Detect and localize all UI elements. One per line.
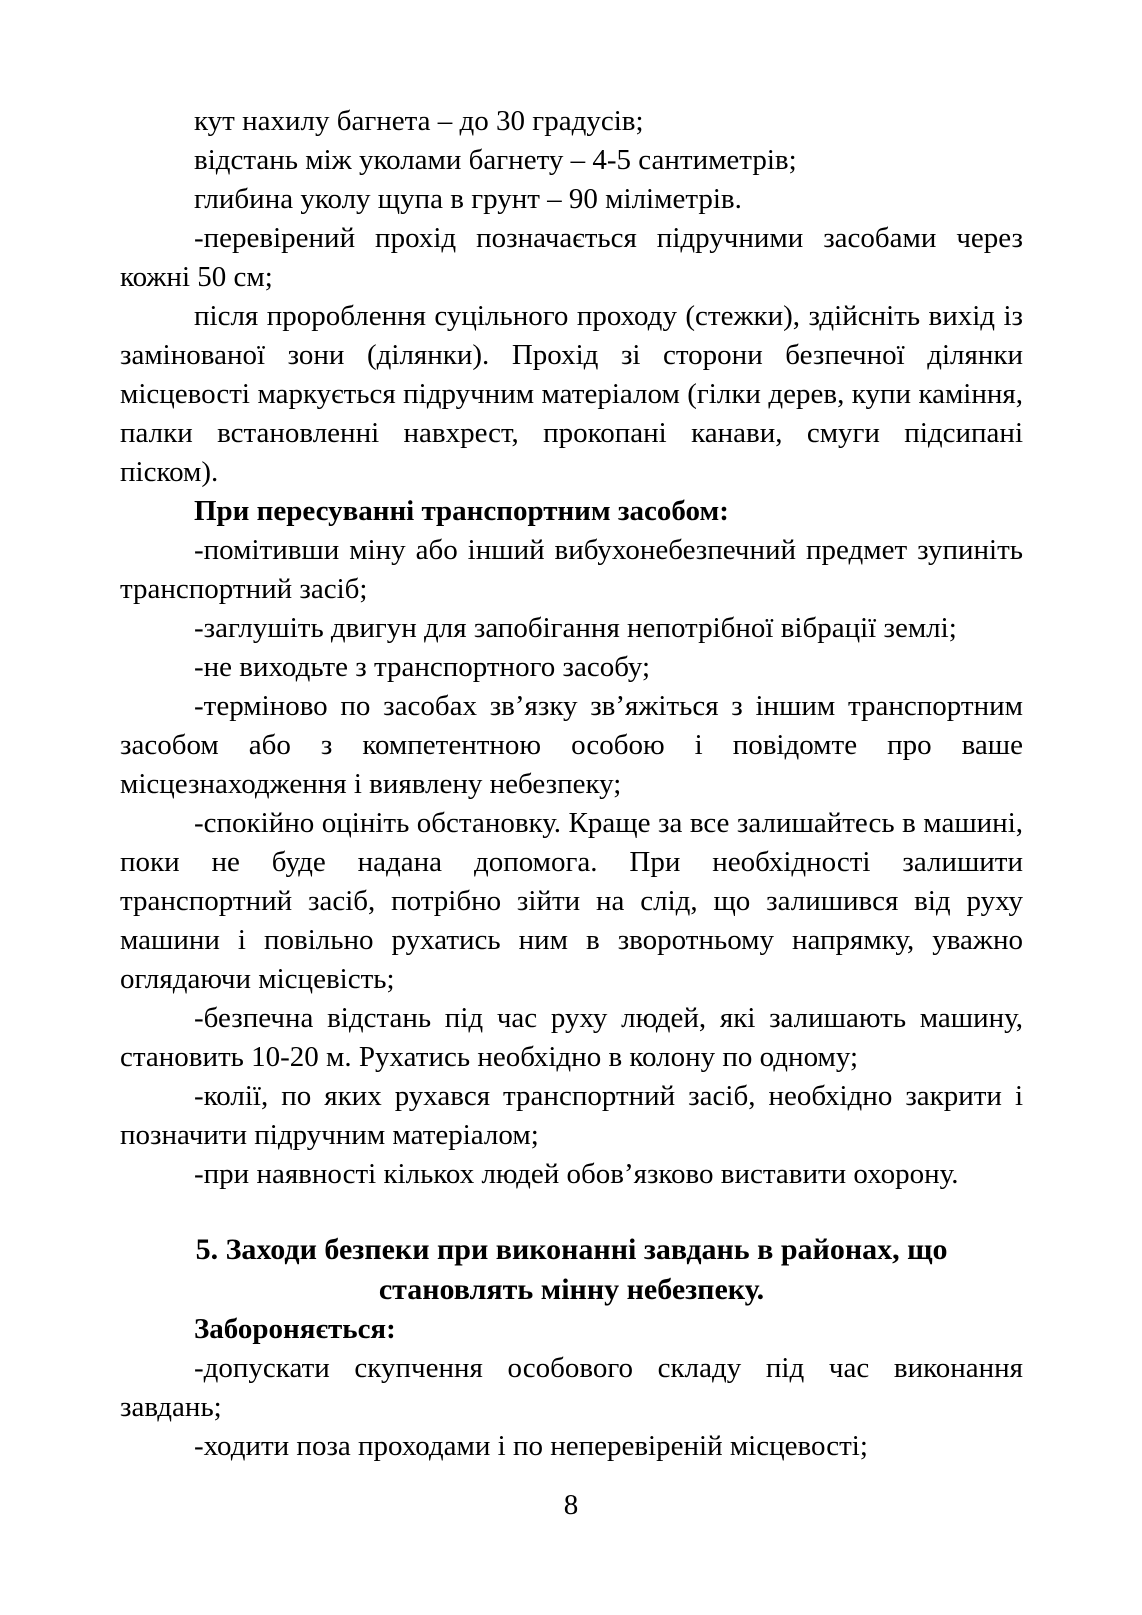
para-exit-minefield: після пророблення суцільного проходу (стежки), здійсніть вихід із замінованої зони (ділянки). Прохід зі сторони безпечної ділянки місцевості маркується підручним матеріалом (гілки дерев, купи каміння, палки встановленні навхрест, прокопані канави, смуги підсипані піском). xyxy=(120,300,1023,488)
item-engine-off: -заглушіть двигун для запобігання непотрібної вібрації землі; xyxy=(194,612,957,644)
item-contact-by-radio: -терміново по засобах зв’язку зв’яжіться з іншим транспортним засобом або з компетентною особою і повідомте про ваше місцезнаходження і виявлену небезпеку; xyxy=(120,690,1023,800)
section-heading-line-2: становлять мінну небезпеку. xyxy=(378,1273,765,1306)
item-no-crowding: -допускати скупчення особового складу під час виконання завдань; xyxy=(120,1352,1023,1423)
item-checked-passage: -перевірений прохід позначається підручними засобами через кожні 50 см; xyxy=(120,222,1023,293)
page-number: 8 xyxy=(563,1489,579,1521)
section-heading-line-1: 5. Заходи безпеки при виконанні завдань в районах, що xyxy=(195,1233,948,1266)
item-no-walking-outside-passages: -ходити поза проходами і по неперевіреній місцевості; xyxy=(194,1430,868,1462)
item-safe-distance: -безпечна відстань під час руху людей, які залишають машину, становить 10-20 м. Рухатись необхідно в колону по одному; xyxy=(120,1002,1023,1073)
item-stay-in-vehicle: -не виходьте з транспортного засобу; xyxy=(194,651,651,683)
heading-vehicle-movement: При пересуванні транспортним засобом: xyxy=(194,495,729,527)
section-heading xyxy=(120,1230,1023,1310)
line-prick-distance: відстань між уколами багнету – 4-5 сантиметрів; xyxy=(194,144,797,176)
item-stop-vehicle: -помітивши міну або інший вибухонебезпечний предмет зупиніть транспортний засіб; xyxy=(120,534,1023,605)
item-close-tracks: -колії, по яких рухався транспортний засіб, необхідно закрити і позначити підручним матеріалом; xyxy=(120,1080,1023,1151)
item-post-guard: -при наявності кількох людей обов’язково виставити охорону. xyxy=(194,1158,959,1190)
line-bayonet-angle: кут нахилу багнета – до 30 градусів; xyxy=(194,105,644,137)
line-probe-depth: глибина уколу щупа в грунт – 90 міліметрів. xyxy=(194,183,742,215)
item-assess-situation: -спокійно оцініть обстановку. Краще за все залишайтесь в машині, поки не буде надана допомога. При необхідності залишити транспортний засіб, потрібно зійти на слід, що залишився від руху машини і повільно рухатись ним в зворотньому напрямку, уважно оглядаючи місцевість; xyxy=(120,807,1023,995)
subheading-prohibited: Забороняється: xyxy=(194,1313,396,1345)
page-content xyxy=(120,102,1023,1466)
